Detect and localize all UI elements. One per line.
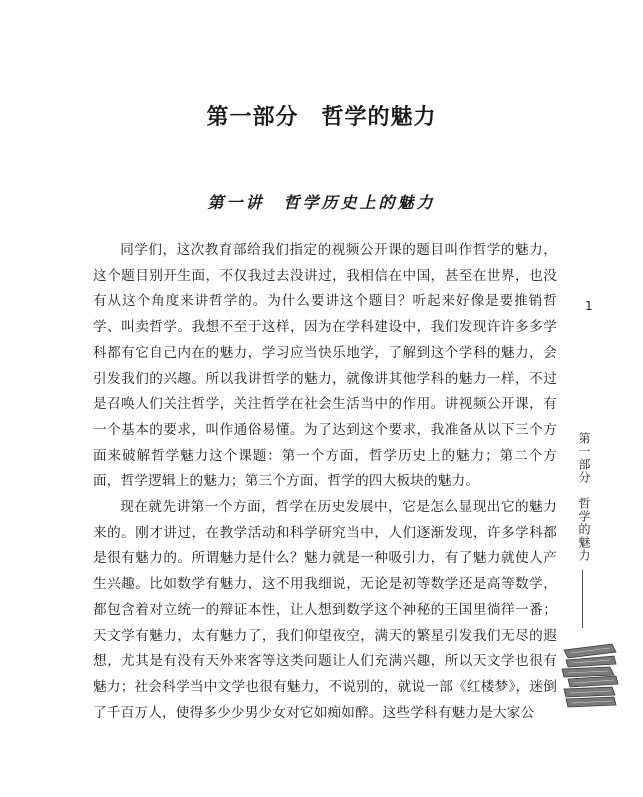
books-stack-icon	[560, 640, 620, 710]
paragraph: 同学们，这次教育部给我们指定的视频公开课的题目叫作哲学的魅力，这个题目别开生面，不仅我过去没讲过，我相信在中国，甚至在世界，也没有从这个角度来讲哲学的。为什么要讲这个题目？听起来好像是要推销哲学、叫卖哲学。我想不至于这样，因为在学科建设中，我们发现许许多多学科都有它自己内在的魅力，学习应当快乐地学，了解到这个学科的魅力，会引发我们的兴趣。所以我讲哲学的魅力，就像讲其他学科的魅力一样，不过是召唤人们关注哲学，关注哲学在社会生活当中的作用。讲视频公开课，有一个基本的要求，叫作通俗易懂。为了达到这个要求，我准备从以下三个方面来破解哲学魅力这个课题：第一个方面，哲学历史上的魅力；第二个方面，哲学逻辑上的魅力；第三个方面，哲学的四大板块的魅力。	[93, 242, 557, 490]
part-title: 第一部分 哲学的魅力	[206, 104, 437, 130]
body-text	[93, 238, 557, 726]
side-tab-section-title: 第一部分 哲学的魅力	[577, 432, 591, 562]
side-divider	[582, 570, 583, 628]
page-number: 1	[585, 299, 593, 313]
paragraph: 现在就先讲第一个方面，哲学在历史发展中，它是怎么显现出它的魅力来的。刚才讲过，在教学活动和科学研究当中，人们逐渐发现，许多学科都是很有魅力的。所谓魅力是什么？魅力就是一种吸引力，有了魅力就使人产生兴趣。比如数学有魅力，这不用我细说，无论是初等数学还是高等数学，都包含着对立统一的辩证本性，让人想到数学这个神秘的王国里徜徉一番；天文学有魅力，太有魅力了，我们仰望夜空，满天的繁星引发我们无尽的遐想，尤其是有没有天外来客等这类问题让人们充满兴趣，所以天文学也很有魅力；社会科学当中文学也很有魅力，不说别的，就说一部《红楼梦》，迷倒了千百万人，使得多少少男少女对它如痴如醉。这些学科有魅力是大家公	[93, 499, 557, 721]
lecture-title: 第一讲 哲学历史上的魅力	[207, 193, 436, 212]
